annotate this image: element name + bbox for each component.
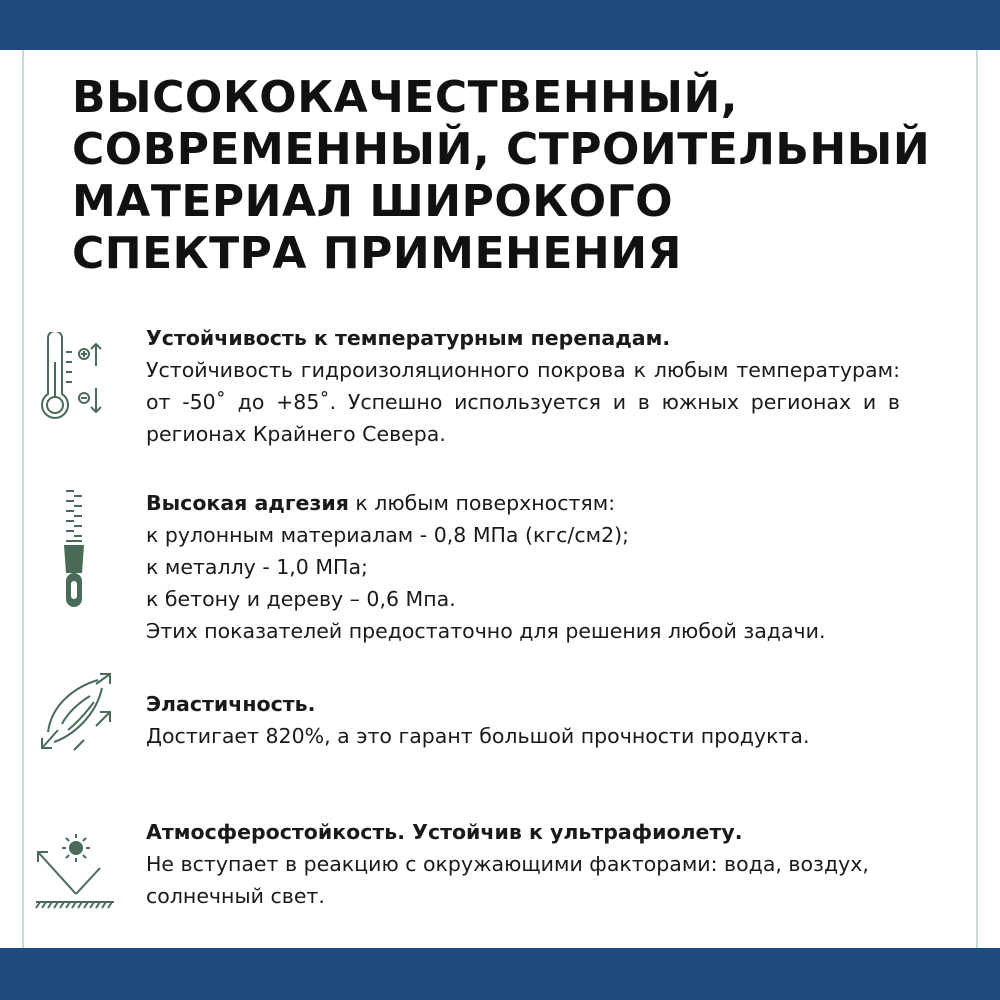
feature-body: Устойчивость гидроизоляционного покрова к любым температурам: от -50˚ до +85˚. Успешно используется и в южных регионах и в регионах Крайнего Севера. <box>146 358 900 446</box>
page-headline <box>72 72 972 280</box>
feature-line: к металлу - 1,0 МПа; <box>146 555 368 579</box>
feature-text <box>146 487 900 647</box>
feature-title: Атмосферостойкость. Устойчив к ультрафиолету. <box>146 820 743 844</box>
feature-text <box>146 322 900 450</box>
feature-title: Эластичность. <box>146 692 316 716</box>
headline-line: МАТЕРИАЛ ШИРОКОГО <box>72 176 674 227</box>
top-band <box>0 0 1000 50</box>
feature-title: Устойчивость к температурным перепадам. <box>146 326 671 350</box>
headline-line: СОВРЕМЕННЫЙ, СТРОИТЕЛЬНЫЙ <box>72 124 931 175</box>
frame-right-line <box>976 50 978 948</box>
feature-title-bold: Высокая адгезия <box>146 491 349 515</box>
feature-title <box>146 487 900 519</box>
feature-body: Достигает 820%, а это гарант большой прочности продукта. <box>146 724 810 748</box>
feature-body: Не вступает в реакцию с окружающими факторами: вода, воздух, солнечный свет. <box>146 852 869 908</box>
frame-left-line <box>22 50 24 948</box>
elastic-stretch-icon <box>38 672 114 752</box>
feature-title-rest: к любым поверхностям: <box>348 491 616 515</box>
feature-line: Этих показателей предостаточно для решения любой задачи. <box>146 619 826 643</box>
feature-text <box>146 688 900 752</box>
feature-line: к бетону и дереву – 0,6 Мпа. <box>146 587 456 611</box>
zipper-icon <box>52 487 96 609</box>
thermometer-icon <box>34 332 110 432</box>
headline-line: ВЫСОКОКАЧЕСТВЕННЫЙ, <box>72 72 738 123</box>
feature-text <box>146 816 946 912</box>
headline-line: СПЕКТРА ПРИМЕНЕНИЯ <box>72 228 682 279</box>
bottom-band <box>0 948 1000 1000</box>
sun-reflection-icon <box>34 830 116 920</box>
feature-line: к рулонным материалам - 0,8 МПа (кгс/см2); <box>146 523 630 547</box>
